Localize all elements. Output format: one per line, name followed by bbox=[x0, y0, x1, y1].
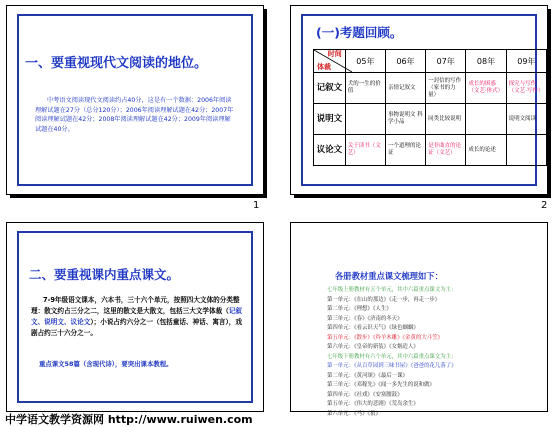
slide-1-paragraph: 中考语文阅读现代文阅读约占40分，这是有一个数据：2006年阅读理解试题在27分（总分120分）；2006年阅读理解试题在42分；2007年阅读理解试题在42分；2008年阅读理解试题在42分；2009年阅读理解试题在40分。 bbox=[35, 97, 234, 133]
slide-1-title: 一、要重视现代文阅读的地位。 bbox=[25, 56, 208, 71]
list-item: 第一单元：《在山的那边》《走一步，再走一步》 bbox=[327, 296, 441, 303]
year-header: 07年 bbox=[426, 50, 466, 73]
table-cell: 一个道理的论证 bbox=[386, 135, 426, 166]
list-item: 第四单元：《看云识天气》《绿色蝈蝈》 bbox=[327, 325, 419, 331]
corner-year-label: 时间 bbox=[327, 50, 342, 58]
list-item: 第六单元：《皇帝的新装》《女娲造人》 bbox=[327, 344, 419, 350]
body-intro: 7-9年级语文课本，六本书，三十六个单元，按照四大文体的分类整理：散文约占三分之二，这里的散文是大散文，包括三大文学体裁（ bbox=[31, 296, 240, 315]
body-mid: ）；小说占约六分之一（包括童话、神话、寓言），戏剧占约三十六分之一。 bbox=[31, 318, 242, 337]
page-number-2: 2 bbox=[541, 200, 548, 211]
slide-2-thumbnail[interactable] bbox=[290, 5, 548, 195]
slide-4-title: 各册教材重点课文梳理如下： bbox=[335, 271, 443, 281]
table-cell bbox=[506, 135, 546, 166]
table-header-row bbox=[314, 50, 547, 73]
slide-2-shadow-bottom bbox=[294, 195, 551, 198]
body-highlight: 记叙文、说明文、议论文 bbox=[31, 307, 242, 326]
table-cell: 成长的困惑（文艺·体式） bbox=[466, 73, 506, 104]
table-cell bbox=[466, 104, 506, 135]
table-cell bbox=[345, 104, 385, 135]
row-label: 议论文 bbox=[314, 135, 346, 166]
row-label: 记叙文 bbox=[314, 73, 346, 104]
list-item: 第二单元：《黄河颂》《最后一课》 bbox=[327, 372, 408, 379]
list-item: 第三单元：《邓稼先》《闻一多先生的说和做》 bbox=[327, 382, 435, 388]
list-item: 第五单元：《散步》《羚羊木雕》《金黄的大斗笠》 bbox=[327, 334, 443, 341]
list-item: 第二单元：《理想》《人生》 bbox=[327, 306, 392, 312]
slide-1-body bbox=[35, 96, 235, 134]
table-cell: 犬的一生的价值 bbox=[345, 73, 385, 104]
year-header: 06年 bbox=[386, 50, 426, 73]
page-number-1: 1 bbox=[253, 200, 260, 211]
slide-3-body bbox=[31, 295, 243, 339]
slide-3-note: 重点课文58篇（含现代诗），要突出课本教程。 bbox=[39, 360, 173, 368]
year-header: 05年 bbox=[345, 50, 385, 73]
slide-3-thumbnail[interactable] bbox=[6, 222, 264, 412]
year-header: 08年 bbox=[466, 50, 506, 73]
table-cell: 说明文阅读 bbox=[506, 104, 546, 135]
list-item: 第五单元：《伟大的悲剧》《荒岛余生》 bbox=[327, 401, 419, 407]
slide-3-title: 二、要重视课内重点课文。 bbox=[29, 267, 180, 282]
row-label: 说明文 bbox=[314, 104, 346, 135]
slide-3-paragraph bbox=[31, 295, 243, 339]
list-item: 第三单元：《春》《济南的冬天》 bbox=[327, 315, 403, 322]
slide-1-thumbnail[interactable] bbox=[6, 5, 264, 195]
table-cell: 亲情记叙文 bbox=[386, 73, 426, 104]
slide-4-thumbnail[interactable] bbox=[290, 222, 548, 417]
textbook-lesson-list bbox=[327, 286, 537, 419]
list-item: 七年级下册教材有六个单元，其中六篇重点课文为主： bbox=[327, 353, 457, 360]
table-cell: 是非曲直的论证（文艺） bbox=[426, 135, 466, 166]
list-item: 七年级上册教材有五个单元，其中六篇重点课文为主： bbox=[327, 287, 457, 293]
slide-2-title: (一)考题回顾。 bbox=[316, 25, 403, 40]
table-cell: 关于读书（文艺） bbox=[345, 135, 385, 166]
year-header: 09年 bbox=[506, 50, 546, 73]
table-row bbox=[314, 104, 547, 135]
table-cell: 事物说明文 科学小品 bbox=[386, 104, 426, 135]
table-corner-cell bbox=[314, 50, 346, 73]
slide-2-shadow bbox=[548, 9, 551, 198]
list-item: 第六单元：《马》《狼》 bbox=[327, 410, 381, 417]
table-cell: 成长的论述 bbox=[466, 135, 506, 166]
slide-1-shadow-bottom bbox=[10, 195, 267, 198]
table-row bbox=[314, 73, 547, 104]
slide-1-shadow bbox=[264, 9, 267, 198]
exam-review-table bbox=[313, 49, 547, 166]
table-row bbox=[314, 135, 547, 166]
footer-website: 中学语文教学资源网 http://www.ruiwen.com bbox=[5, 413, 253, 426]
list-item: 第四单元：《社戏》《安塞腰鼓》 bbox=[327, 391, 403, 398]
table-cell: 探究与写作（文艺·写作） bbox=[506, 73, 546, 104]
corner-type-label: 体裁 bbox=[317, 63, 331, 71]
list-item: 第一单元：《从百草园到三味书屋》《爸爸的花儿落了》 bbox=[327, 363, 457, 369]
table-cell: 一封信的写作（家书的力量） bbox=[426, 73, 466, 104]
table-cell: 同类比较说明 bbox=[426, 104, 466, 135]
